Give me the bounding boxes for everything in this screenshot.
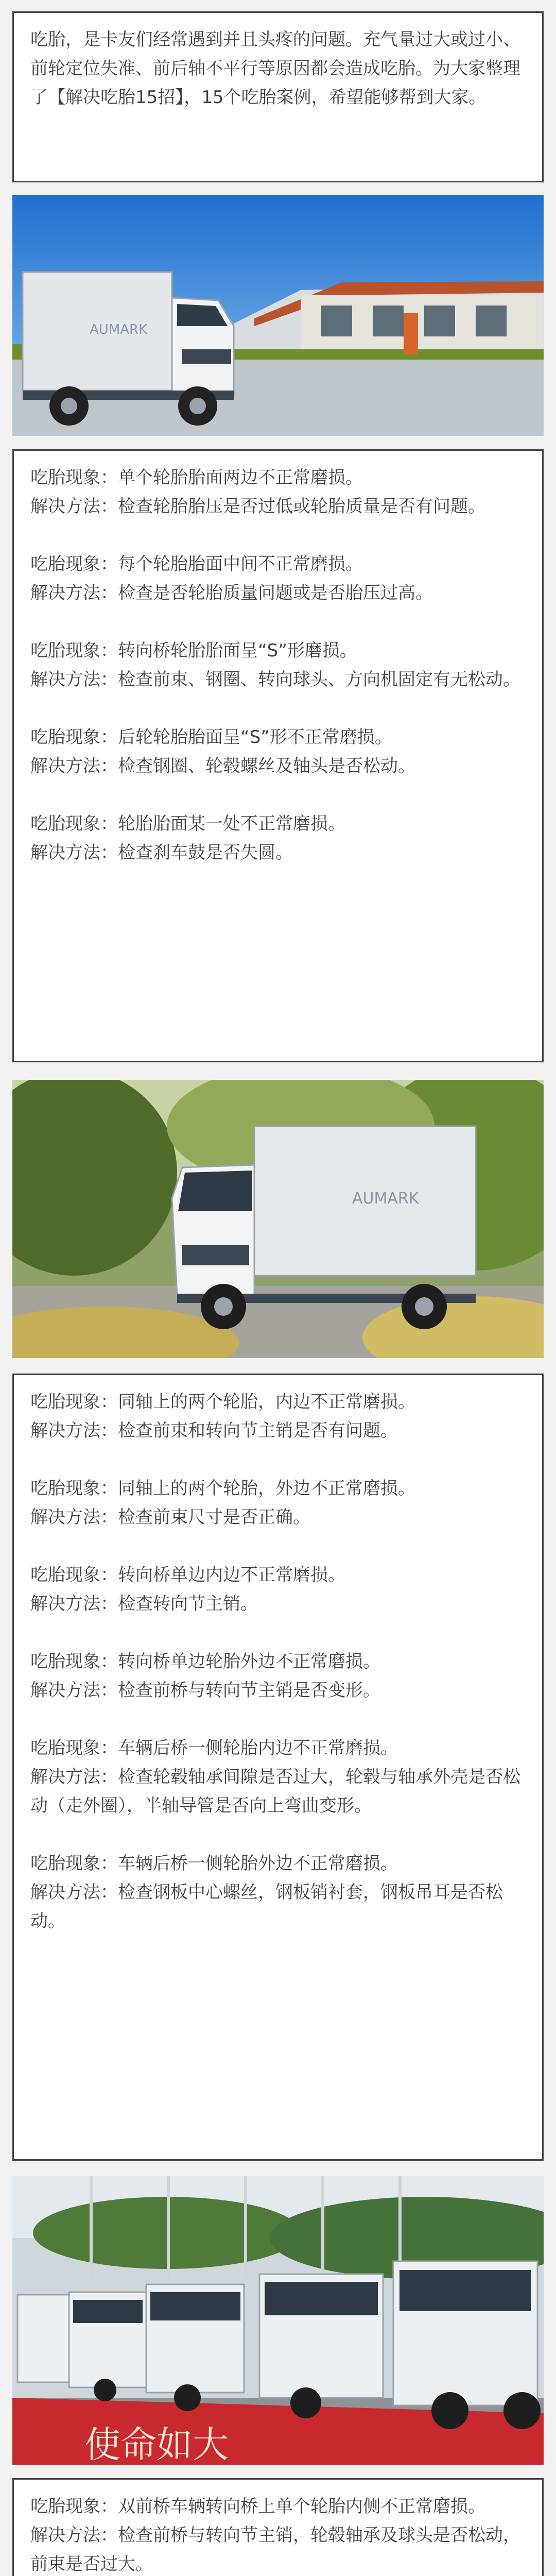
photo-truck-building <box>12 195 544 436</box>
s2-item1-phenomenon: 吃胎现象：同轴上的两个轮胎，内边不正常磨损。 <box>30 1392 415 1412</box>
s1-item1-phenomenon: 吃胎现象：单个轮胎胎面两边不正常磨损。 <box>30 467 363 488</box>
s2-item3-solution: 解决方法：检查转向节主销。 <box>30 1594 258 1614</box>
s2-item5-solution: 解决方法：检查轮毂轴承间隙是否过大，轮毂与轴承外壳是否松动（走外圈），半轴导管是否向上弯曲变形。 <box>30 1767 520 1816</box>
s1-item5-solution: 解决方法：检查刹车鼓是否失圆。 <box>30 842 293 863</box>
banner-slogan: 使命如大 <box>84 2424 229 2465</box>
s2-item3-phenomenon: 吃胎现象：转向桥单边内边不正常磨损。 <box>30 1565 345 1585</box>
s3-item1-solution: 解决方法：检查前桥与转向节主销，轮毂轴承及球头是否松动，前束是否过大。 <box>30 2525 520 2574</box>
s2-item2-solution: 解决方法：检查前束尺寸是否正确。 <box>30 1507 310 1528</box>
s1-item2-phenomenon: 吃胎现象：每个轮胎胎面中间不正常磨损。 <box>30 554 363 574</box>
section1-box <box>12 449 544 1062</box>
intro-box <box>12 11 544 182</box>
s1-item4-solution: 解决方法：检查钢圈、轮毂螺丝及轴头是否松动。 <box>30 756 415 776</box>
s1-item5-phenomenon: 吃胎现象：轮胎胎面某一处不正常磨损。 <box>30 814 345 834</box>
s2-item4-phenomenon: 吃胎现象：转向桥单边轮胎外边不正常磨损。 <box>30 1651 380 1672</box>
s1-item1-solution: 解决方法：检查轮胎胎压是否过低或轮胎质量是否有问题。 <box>30 496 485 517</box>
s3-item1-phenomenon: 吃胎现象：双前桥车辆转向桥上单个轮胎内侧不正常磨损。 <box>30 2496 485 2517</box>
truck-brand-label: AUMARK <box>90 322 148 337</box>
photo-truck-forest <box>12 1080 544 1358</box>
intro-text: 吃胎，是卡友们经常遇到并且头疼的问题。充气量过大或过小、前轮定位失准、前后轴不平行等原因都会造成吃胎。为大家整理了【解决吃胎15招】，15个吃胎案例，希望能够帮到大家。 <box>30 29 520 108</box>
photo-truck-lineup <box>12 2176 544 2465</box>
s2-item2-phenomenon: 吃胎现象：同轴上的两个轮胎，外边不正常磨损。 <box>30 1478 415 1499</box>
s1-item4-phenomenon: 吃胎现象：后轮轮胎胎面呈“S”形不正常磨损。 <box>30 727 392 748</box>
section2-box <box>12 1374 544 2161</box>
s2-item4-solution: 解决方法：检查前桥与转向节主销是否变形。 <box>30 1680 380 1701</box>
s1-item3-phenomenon: 吃胎现象：转向桥轮胎胎面呈“S”形磨损。 <box>30 640 357 661</box>
s2-item5-phenomenon: 吃胎现象：车辆后桥一侧轮胎内边不正常磨损。 <box>30 1738 398 1758</box>
truck-brand-label-2: AUMARK <box>352 1190 419 1208</box>
s1-item2-solution: 解决方法：检查是否轮胎质量问题或是否胎压过高。 <box>30 583 433 603</box>
s2-item6-solution: 解决方法：检查钢板中心螺丝，钢板销衬套，钢板吊耳是否松动。 <box>30 1882 503 1931</box>
article <box>12 0 544 2576</box>
s1-item3-solution: 解决方法：检查前束、钢圈、转向球头、方向机固定有无松动。 <box>30 669 520 690</box>
s2-item1-solution: 解决方法：检查前束和转向节主销是否有问题。 <box>30 1420 398 1441</box>
s2-item6-phenomenon: 吃胎现象：车辆后桥一侧轮胎外边不正常磨损。 <box>30 1853 398 1874</box>
section3-box <box>12 2478 544 2576</box>
